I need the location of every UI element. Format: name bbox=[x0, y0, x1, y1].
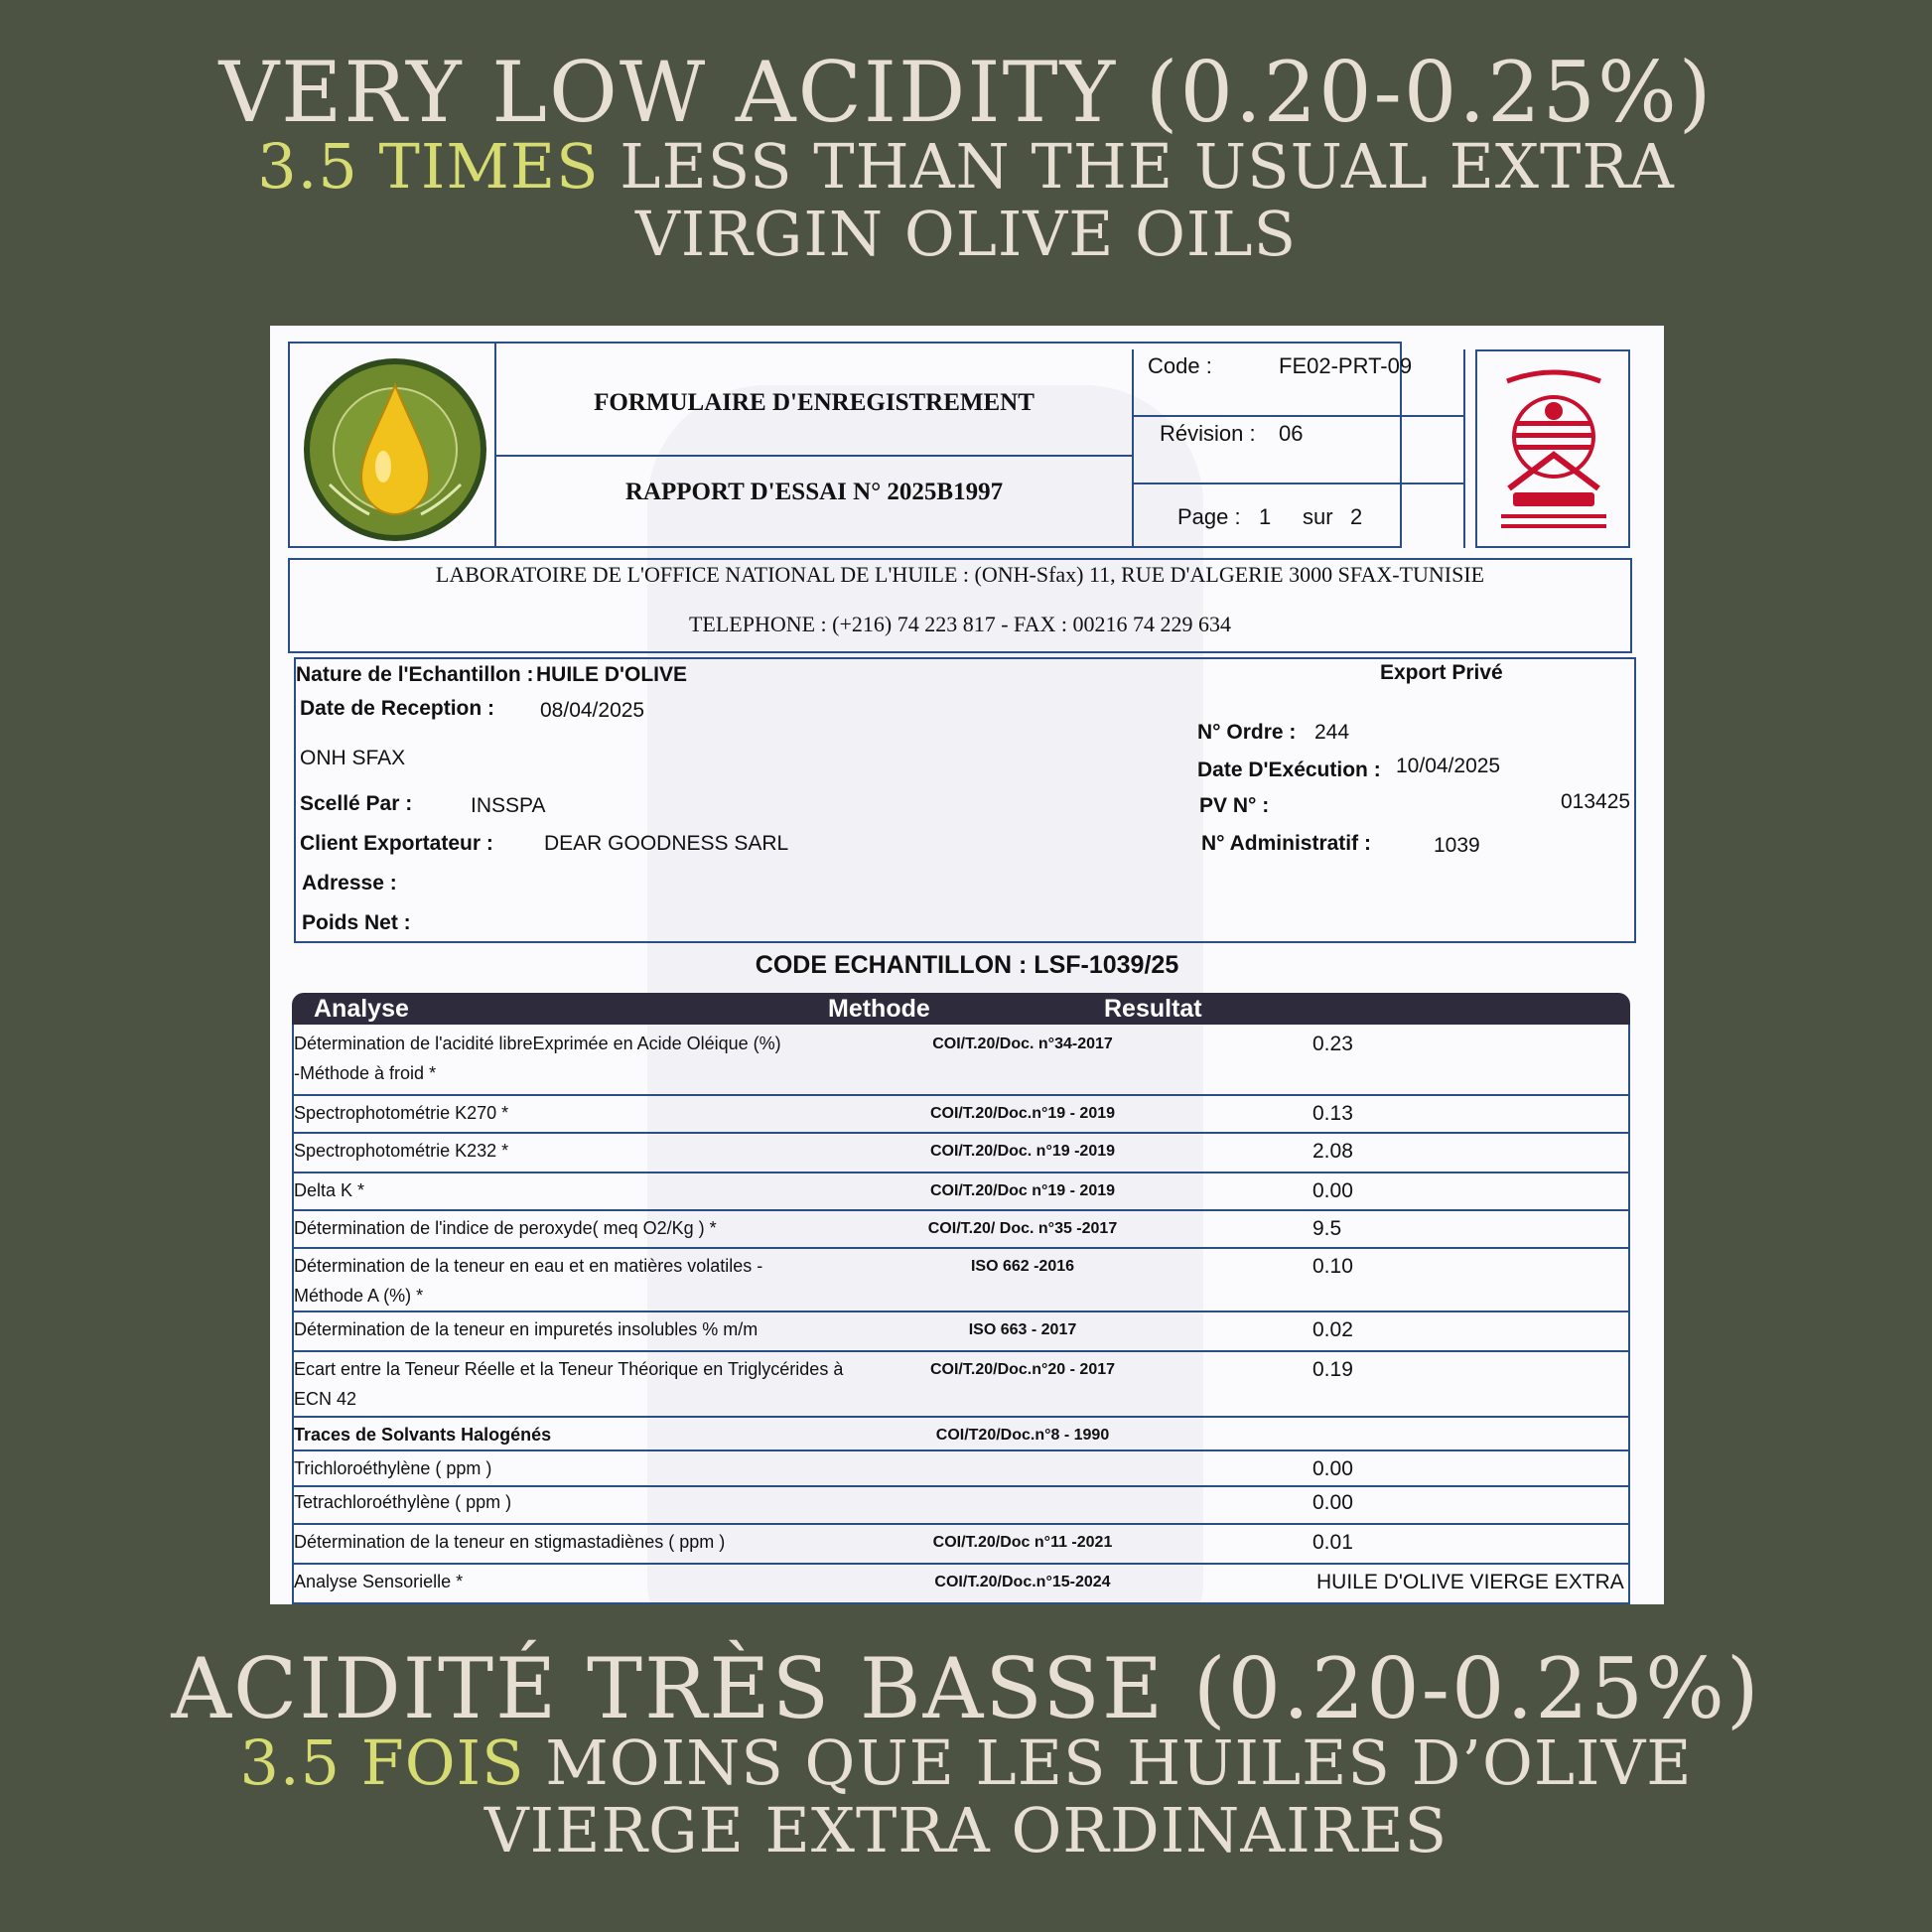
bottom-headline-accent: 3.5 FOIS bbox=[239, 1726, 525, 1799]
ordre-value: 244 bbox=[1314, 721, 1350, 744]
code-label: Code : bbox=[1148, 353, 1212, 378]
admin-value: 1039 bbox=[1434, 834, 1480, 857]
ordre-label: N° Ordre : bbox=[1197, 721, 1297, 744]
row-methode: COI/T.20/Doc n°19 - 2019 bbox=[929, 1182, 1116, 1199]
top-headline-accent: 3.5 TIMES bbox=[257, 130, 600, 203]
row-resultat: 0.19 bbox=[1312, 1358, 1353, 1381]
onh-sfax: ONH SFAX bbox=[300, 747, 406, 769]
row-analyse: Détermination de l'acidité libreExprimée en Acide Oléique (%) bbox=[294, 1034, 781, 1053]
row-methode: COI/T.20/Doc n°11 -2021 bbox=[932, 1534, 1113, 1551]
row-resultat: 9.5 bbox=[1312, 1217, 1342, 1240]
page-sur: sur bbox=[1303, 504, 1333, 529]
row-divider bbox=[292, 1209, 1630, 1211]
row-divider bbox=[292, 1350, 1630, 1352]
row-divider bbox=[292, 1172, 1630, 1173]
results-table-header bbox=[292, 993, 1630, 1025]
client-value: DEAR GOODNESS SARL bbox=[544, 832, 789, 855]
reception-label: Date de Reception : bbox=[300, 697, 495, 720]
row-methode: COI/T.20/Doc.n°15-2024 bbox=[934, 1574, 1111, 1590]
header-resultat: Resultat bbox=[1104, 995, 1202, 1023]
row-analyse: Détermination de la teneur en eau et en matières volatiles - bbox=[294, 1256, 763, 1276]
row-methode: COI/T.20/ Doc. n°35 -2017 bbox=[927, 1220, 1118, 1237]
row-divider bbox=[292, 1311, 1630, 1312]
row-methode: ISO 662 -2016 bbox=[970, 1258, 1075, 1275]
top-headline-line3: VIRGIN OLIVE OILS bbox=[634, 198, 1298, 270]
pv-label: PV N° : bbox=[1199, 794, 1270, 817]
row-divider bbox=[292, 1523, 1630, 1525]
scelle-label: Scellé Par : bbox=[300, 792, 413, 815]
page-total: 2 bbox=[1350, 504, 1363, 529]
execution-label: Date D'Exécution : bbox=[1197, 759, 1381, 781]
row-analyse: Trichloroéthylène ( ppm ) bbox=[294, 1458, 492, 1478]
row-divider bbox=[292, 1563, 1630, 1565]
code-divider-1 bbox=[1132, 415, 1465, 417]
code-value: FE02-PRT-09 bbox=[1279, 353, 1413, 378]
top-headline-line2 bbox=[0, 130, 1932, 203]
admin-label: N° Administratif : bbox=[1201, 832, 1371, 855]
row-divider bbox=[292, 1247, 1630, 1249]
top-headline-line1: VERY LOW ACIDITY (0.20-0.25%) bbox=[218, 44, 1714, 141]
onh-logo-icon bbox=[300, 355, 490, 544]
bottom-headline-line2-rest: MOINS QUE LES HUILES D’OLIVE bbox=[524, 1726, 1693, 1799]
row-analyse-cont: ECN 42 bbox=[294, 1389, 357, 1409]
row-analyse: Spectrophotométrie K232 * bbox=[294, 1141, 509, 1161]
code-echantillon: CODE ECHANTILLON : LSF-1039/25 bbox=[755, 951, 1179, 979]
pv-value: 013425 bbox=[1561, 790, 1631, 813]
page-value: 1 bbox=[1259, 504, 1272, 529]
top-headline-line2-rest: LESS THAN THE USUAL EXTRA bbox=[599, 130, 1675, 203]
bottom-headline bbox=[0, 1640, 1932, 1866]
row-analyse: Delta K * bbox=[294, 1180, 365, 1200]
row-methode: COI/T.20/Doc.n°19 - 2019 bbox=[929, 1105, 1116, 1122]
row-methode: ISO 663 - 2017 bbox=[968, 1321, 1077, 1338]
adresse-label: Adresse : bbox=[302, 872, 397, 895]
row-resultat: HUILE D'OLIVE VIERGE EXTRA bbox=[1316, 1571, 1624, 1593]
tunac-logo-icon bbox=[1487, 359, 1620, 538]
row-analyse: Analyse Sensorielle * bbox=[294, 1572, 464, 1591]
row-divider bbox=[292, 1094, 1630, 1096]
row-resultat: 0.01 bbox=[1312, 1531, 1353, 1554]
row-methode: COI/T.20/Doc.n°20 - 2017 bbox=[929, 1361, 1116, 1378]
code-divider-2 bbox=[1132, 483, 1465, 484]
page-label: Page : bbox=[1177, 504, 1241, 529]
form-title: FORMULAIRE D'ENREGISTREMENT bbox=[594, 389, 1035, 416]
row-resultat: 0.00 bbox=[1312, 1457, 1353, 1480]
row-analyse: Détermination de la teneur en impuretés insolubles % m/m bbox=[294, 1319, 759, 1339]
bottom-headline-line3: VIERGE EXTRA ORDINAIRES bbox=[483, 1794, 1449, 1866]
poids-label: Poids Net : bbox=[302, 911, 411, 934]
revision-label: Révision : bbox=[1160, 421, 1256, 446]
row-resultat: 0.00 bbox=[1312, 1491, 1353, 1514]
row-analyse: Spectrophotométrie K270 * bbox=[294, 1103, 509, 1123]
laboratory-phone: TELEPHONE : (+216) 74 223 817 - FAX : 00216 74 229 634 bbox=[688, 612, 1232, 636]
bottom-headline-line2 bbox=[0, 1726, 1932, 1799]
row-resultat: 0.23 bbox=[1312, 1033, 1353, 1055]
row-resultat: 0.02 bbox=[1312, 1318, 1353, 1341]
row-divider bbox=[292, 1416, 1630, 1418]
client-label: Client Exportateur : bbox=[300, 832, 493, 855]
scelle-value: INSSPA bbox=[471, 794, 546, 817]
revision-value: 06 bbox=[1279, 421, 1304, 446]
nature-label: Nature de l'Echantillon : bbox=[296, 663, 534, 686]
top-headline bbox=[0, 44, 1932, 270]
row-analyse: Tetrachloroéthylène ( ppm ) bbox=[294, 1492, 512, 1512]
row-resultat: 0.13 bbox=[1312, 1102, 1353, 1125]
row-methode: COI/T.20/Doc. n°34-2017 bbox=[932, 1035, 1113, 1052]
row-analyse: Détermination de la teneur en stigmastadiènes ( ppm ) bbox=[294, 1532, 726, 1552]
row-divider bbox=[292, 1602, 1630, 1604]
laboratory-address: LABORATOIRE DE L'OFFICE NATIONAL DE L'HUILE : (ONH-Sfax) 11, RUE D'ALGERIE 3000 SFAX-TUNISIE bbox=[435, 562, 1485, 587]
row-methode: COI/T20/Doc.n°8 - 1990 bbox=[935, 1427, 1110, 1444]
row-analyse: Ecart entre la Teneur Réelle et la Teneur Théorique en Triglycérides à bbox=[294, 1359, 844, 1379]
bottom-headline-line1: ACIDITÉ TRÈS BASSE (0.20-0.25%) bbox=[171, 1640, 1761, 1737]
report-title: RAPPORT D'ESSAI N° 2025B1997 bbox=[624, 479, 1004, 505]
nature-value: HUILE D'OLIVE bbox=[536, 663, 688, 686]
row-divider bbox=[292, 1449, 1630, 1451]
header-analyse: Analyse bbox=[314, 995, 409, 1023]
row-analyse-cont: Méthode A (%) * bbox=[294, 1286, 424, 1306]
reception-value: 08/04/2025 bbox=[540, 699, 645, 722]
row-resultat: 2.08 bbox=[1312, 1140, 1353, 1163]
test-report-document bbox=[270, 326, 1664, 1604]
row-analyse-cont: -Méthode à froid * bbox=[294, 1063, 437, 1083]
row-divider bbox=[292, 1132, 1630, 1134]
row-analyse: Détermination de l'indice de peroxyde( meq O2/Kg ) * bbox=[294, 1218, 717, 1238]
title-divider bbox=[494, 455, 1134, 457]
export-type: Export Privé bbox=[1380, 661, 1503, 684]
row-methode: COI/T.20/Doc. n°19 -2019 bbox=[929, 1143, 1116, 1160]
row-resultat: 0.00 bbox=[1312, 1179, 1353, 1202]
row-analyse: Traces de Solvants Halogénés bbox=[294, 1425, 552, 1445]
header-methode: Methode bbox=[828, 995, 930, 1023]
execution-value: 10/04/2025 bbox=[1396, 755, 1501, 777]
row-resultat: 0.10 bbox=[1312, 1255, 1353, 1278]
